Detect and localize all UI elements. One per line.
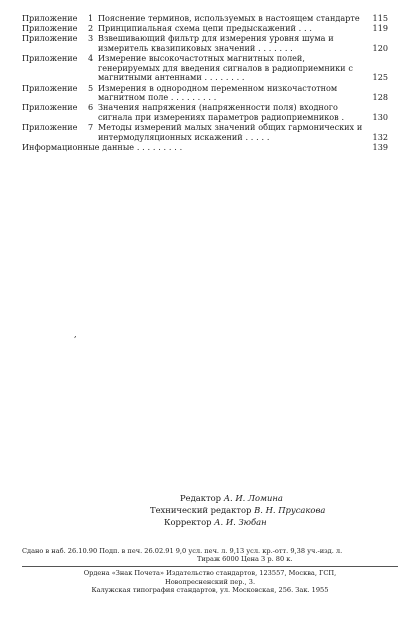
toc-entry-page: 115 xyxy=(372,13,388,23)
stray-mark: , xyxy=(74,330,77,339)
toc-info-page: 139 xyxy=(372,141,388,152)
publisher-block xyxy=(22,569,398,595)
toc-entry-page: 132 xyxy=(372,131,388,142)
divider xyxy=(22,566,398,567)
toc-entry xyxy=(22,123,388,142)
toc-entry-number: 7 xyxy=(88,122,94,133)
imprint-line-1: Сдано в наб. 26.10.90 Подп. в печ. 26.02.91 9,0 усл. печ. л. 9,13 усл. кр.-отт. 9,38 уч.-изд. л. xyxy=(22,547,343,555)
editor-name: А. И. Ломина xyxy=(223,493,283,503)
toc-entry xyxy=(22,24,388,34)
tech-editor-name: В. Н. Прусакова xyxy=(254,505,326,515)
toc-entry-title: Взвешивающий фильтр для измерения уровня шума и измеритель квазипиковых значений . . . . . . . xyxy=(98,33,334,53)
editor-label: Редактор xyxy=(180,493,222,503)
toc-entry-number: 6 xyxy=(88,102,94,113)
toc-info-title: Информационные данные . . . . . . . . . xyxy=(22,141,183,152)
toc-entry-page: 125 xyxy=(372,72,388,83)
tech-editor-label: Технический редактор xyxy=(150,505,252,515)
toc-entry-title: Измерение высокочастотных магнитных полей, генерируемых для введения сигналов в радиоприемники с магнитными антеннами . . . . . . . . xyxy=(98,53,353,83)
toc-entry xyxy=(22,14,388,24)
corrector-label: Корректор xyxy=(164,517,212,527)
toc-entry-number: 5 xyxy=(88,82,94,93)
toc-entry-number: 4 xyxy=(88,53,94,64)
toc-entry-label: Приложение xyxy=(22,53,78,64)
publisher-line-3: Калужская типография стандартов, ул. Московская, 256. Зак. 1955 xyxy=(91,586,329,595)
toc-entry-info xyxy=(22,143,388,153)
toc-entry-label: Приложение xyxy=(22,23,78,34)
corrector-name: А. И. Зюбан xyxy=(214,517,267,527)
corrector-line xyxy=(150,516,400,528)
toc-entry-title: Значения напряжения (напряженности поля) входного сигнала при измерениях параметров радиоприемников . xyxy=(98,102,345,122)
toc-entry-number: 1 xyxy=(88,13,94,23)
table-of-contents xyxy=(22,14,388,153)
imprint-line-2: Тираж 6000 Цена 3 р. 80 к. xyxy=(197,555,293,564)
toc-entry-label: Приложение xyxy=(22,102,78,113)
toc-entry-title: Методы измерений малых значений общих гармонических и интермодуляционных искажений . . . . . xyxy=(98,122,363,142)
imprint-block xyxy=(22,547,398,564)
toc-entry-label: Приложение xyxy=(22,13,78,23)
toc-entry xyxy=(22,103,388,122)
publisher-line-1: Ордена «Знак Почета» Издательство стандартов, 123557, Москва, ГСП, xyxy=(83,569,337,577)
toc-entry xyxy=(22,84,388,103)
toc-entry-label: Приложение xyxy=(22,122,78,133)
toc-entry-title: Пояснение терминов, используемых в настоящем стандарте xyxy=(98,13,360,23)
toc-entry xyxy=(22,54,388,83)
toc-entry-page: 128 xyxy=(372,92,388,103)
toc-entry-title: Измерения в однородном переменном низкочастотном магнитном поле . . . . . . . . . xyxy=(98,82,338,103)
toc-entry-number: 2 xyxy=(88,23,94,34)
toc-entry-label: Приложение xyxy=(22,82,78,93)
editor-line xyxy=(150,492,400,504)
editors-block xyxy=(150,492,400,528)
toc-entry-page: 119 xyxy=(372,23,388,34)
tech-editor-line xyxy=(150,504,400,516)
toc-entry-page: 120 xyxy=(372,42,388,53)
publisher-line-2: Новопресненский пер., 3. xyxy=(164,577,256,586)
toc-entry-label: Приложение xyxy=(22,33,78,44)
toc-entry xyxy=(22,34,388,53)
toc-entry-page: 130 xyxy=(372,111,388,122)
toc-entry-number: 3 xyxy=(88,33,94,44)
toc-entry-title: Принципиальная схема цепи предыскажений . . . xyxy=(98,23,312,34)
